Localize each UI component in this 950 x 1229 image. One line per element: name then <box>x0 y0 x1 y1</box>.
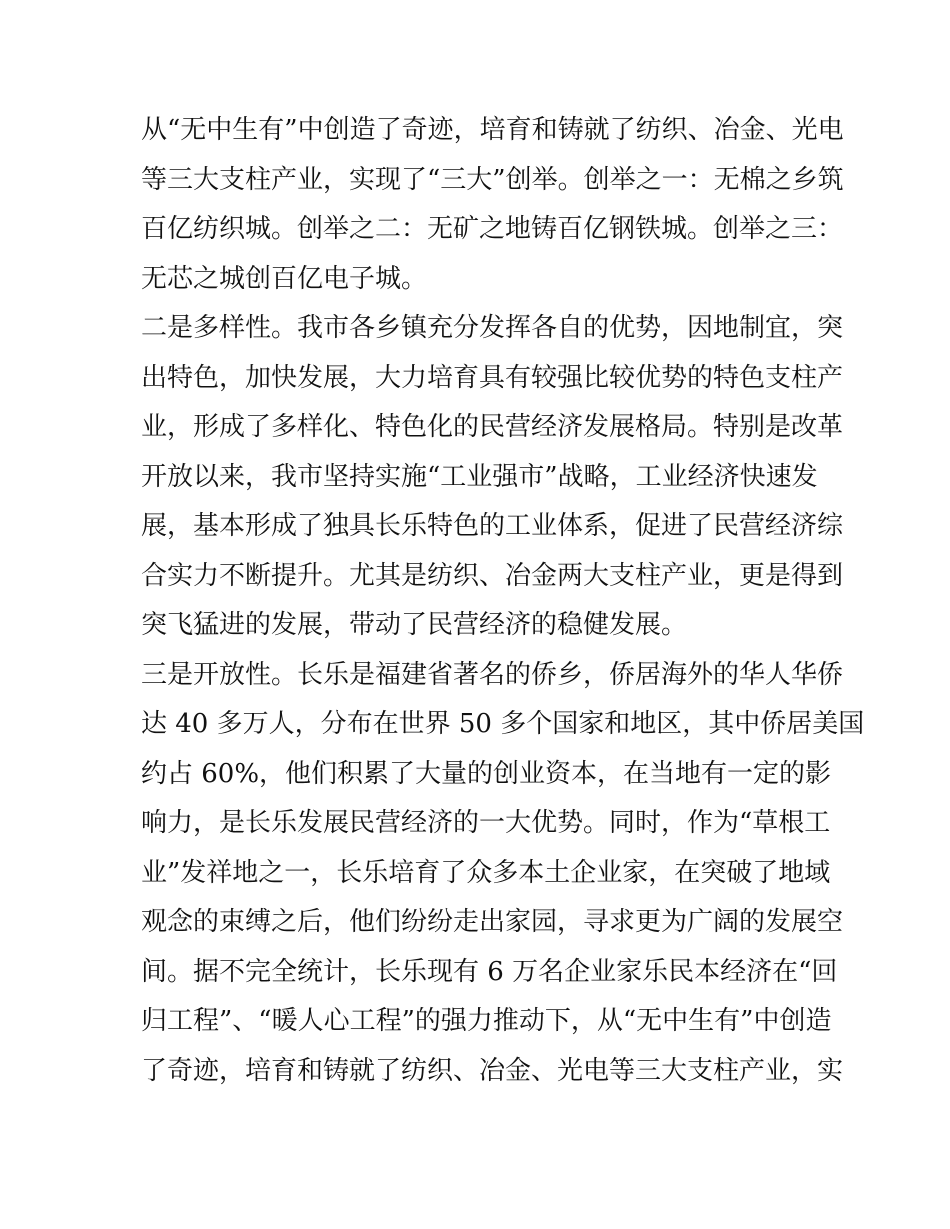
text-line: 业”发祥地之一，长乐培育了众多本土企业家，在突破了地域 <box>141 857 831 888</box>
text-line: 突飞猛进的发展，带动了民营经济的稳健发展。 <box>141 610 688 640</box>
text-line: 出特色，加快发展，大力培育具有较强比较优势的特色支柱产 <box>141 362 844 393</box>
text-line: 达 40 多万人，分布在世界 50 多个国家和地区，其中侨居美国 <box>141 709 865 739</box>
text-line: 无芯之城创百亿电子城。 <box>141 263 428 294</box>
text-line: 业，形成了多样化、特色化的民营经济发展格局。特别是改革 <box>141 412 844 442</box>
text-line: 百亿纺织城。创举之二：无矿之地铸百亿钢铁城。创举之三： <box>141 214 844 244</box>
text-line: 展，基本形成了独具长乐特色的工业体系，促进了民营经济综 <box>141 511 844 541</box>
text-line: 等三大支柱产业，实现了“三大”创举。创举之一：无棉之乡筑 <box>141 164 844 195</box>
body-text <box>141 106 865 1096</box>
text-line: 约占 60%，他们积累了大量的创业资本，在当地有一定的影 <box>141 758 832 789</box>
text-line: 了奇迹，培育和铸就了纺织、冶金、光电等三大支柱产业，实 <box>141 1055 844 1086</box>
text-line: 响力，是长乐发展民营经济的一大优势。同时，作为“草根工 <box>141 808 831 838</box>
text-line: 间。据不完全统计，长乐现有 6 万名企业家乐民本经济在“回 <box>141 956 838 987</box>
text-line: 二是多样性。我市各乡镇充分发挥各自的优势，因地制宜，突 <box>141 313 844 343</box>
text-line: 开放以来，我市坚持实施“工业强市”战略，工业经济快速发 <box>141 461 818 492</box>
text-line: 从“无中生有”中创造了奇迹，培育和铸就了纺织、冶金、光电 <box>141 115 844 145</box>
text-line: 三是开放性。长乐是福建省著名的侨乡，侨居海外的华人华侨 <box>141 659 844 690</box>
text-line: 合实力不断提升。尤其是纺织、冶金两大支柱产业，更是得到 <box>141 560 844 591</box>
text-line: 归工程”、“暖人心工程”的强力推动下，从“无中生有”中创造 <box>141 1006 832 1036</box>
text-line: 观念的束缚之后，他们纷纷走出家园，寻求更为广阔的发展空 <box>141 907 844 937</box>
